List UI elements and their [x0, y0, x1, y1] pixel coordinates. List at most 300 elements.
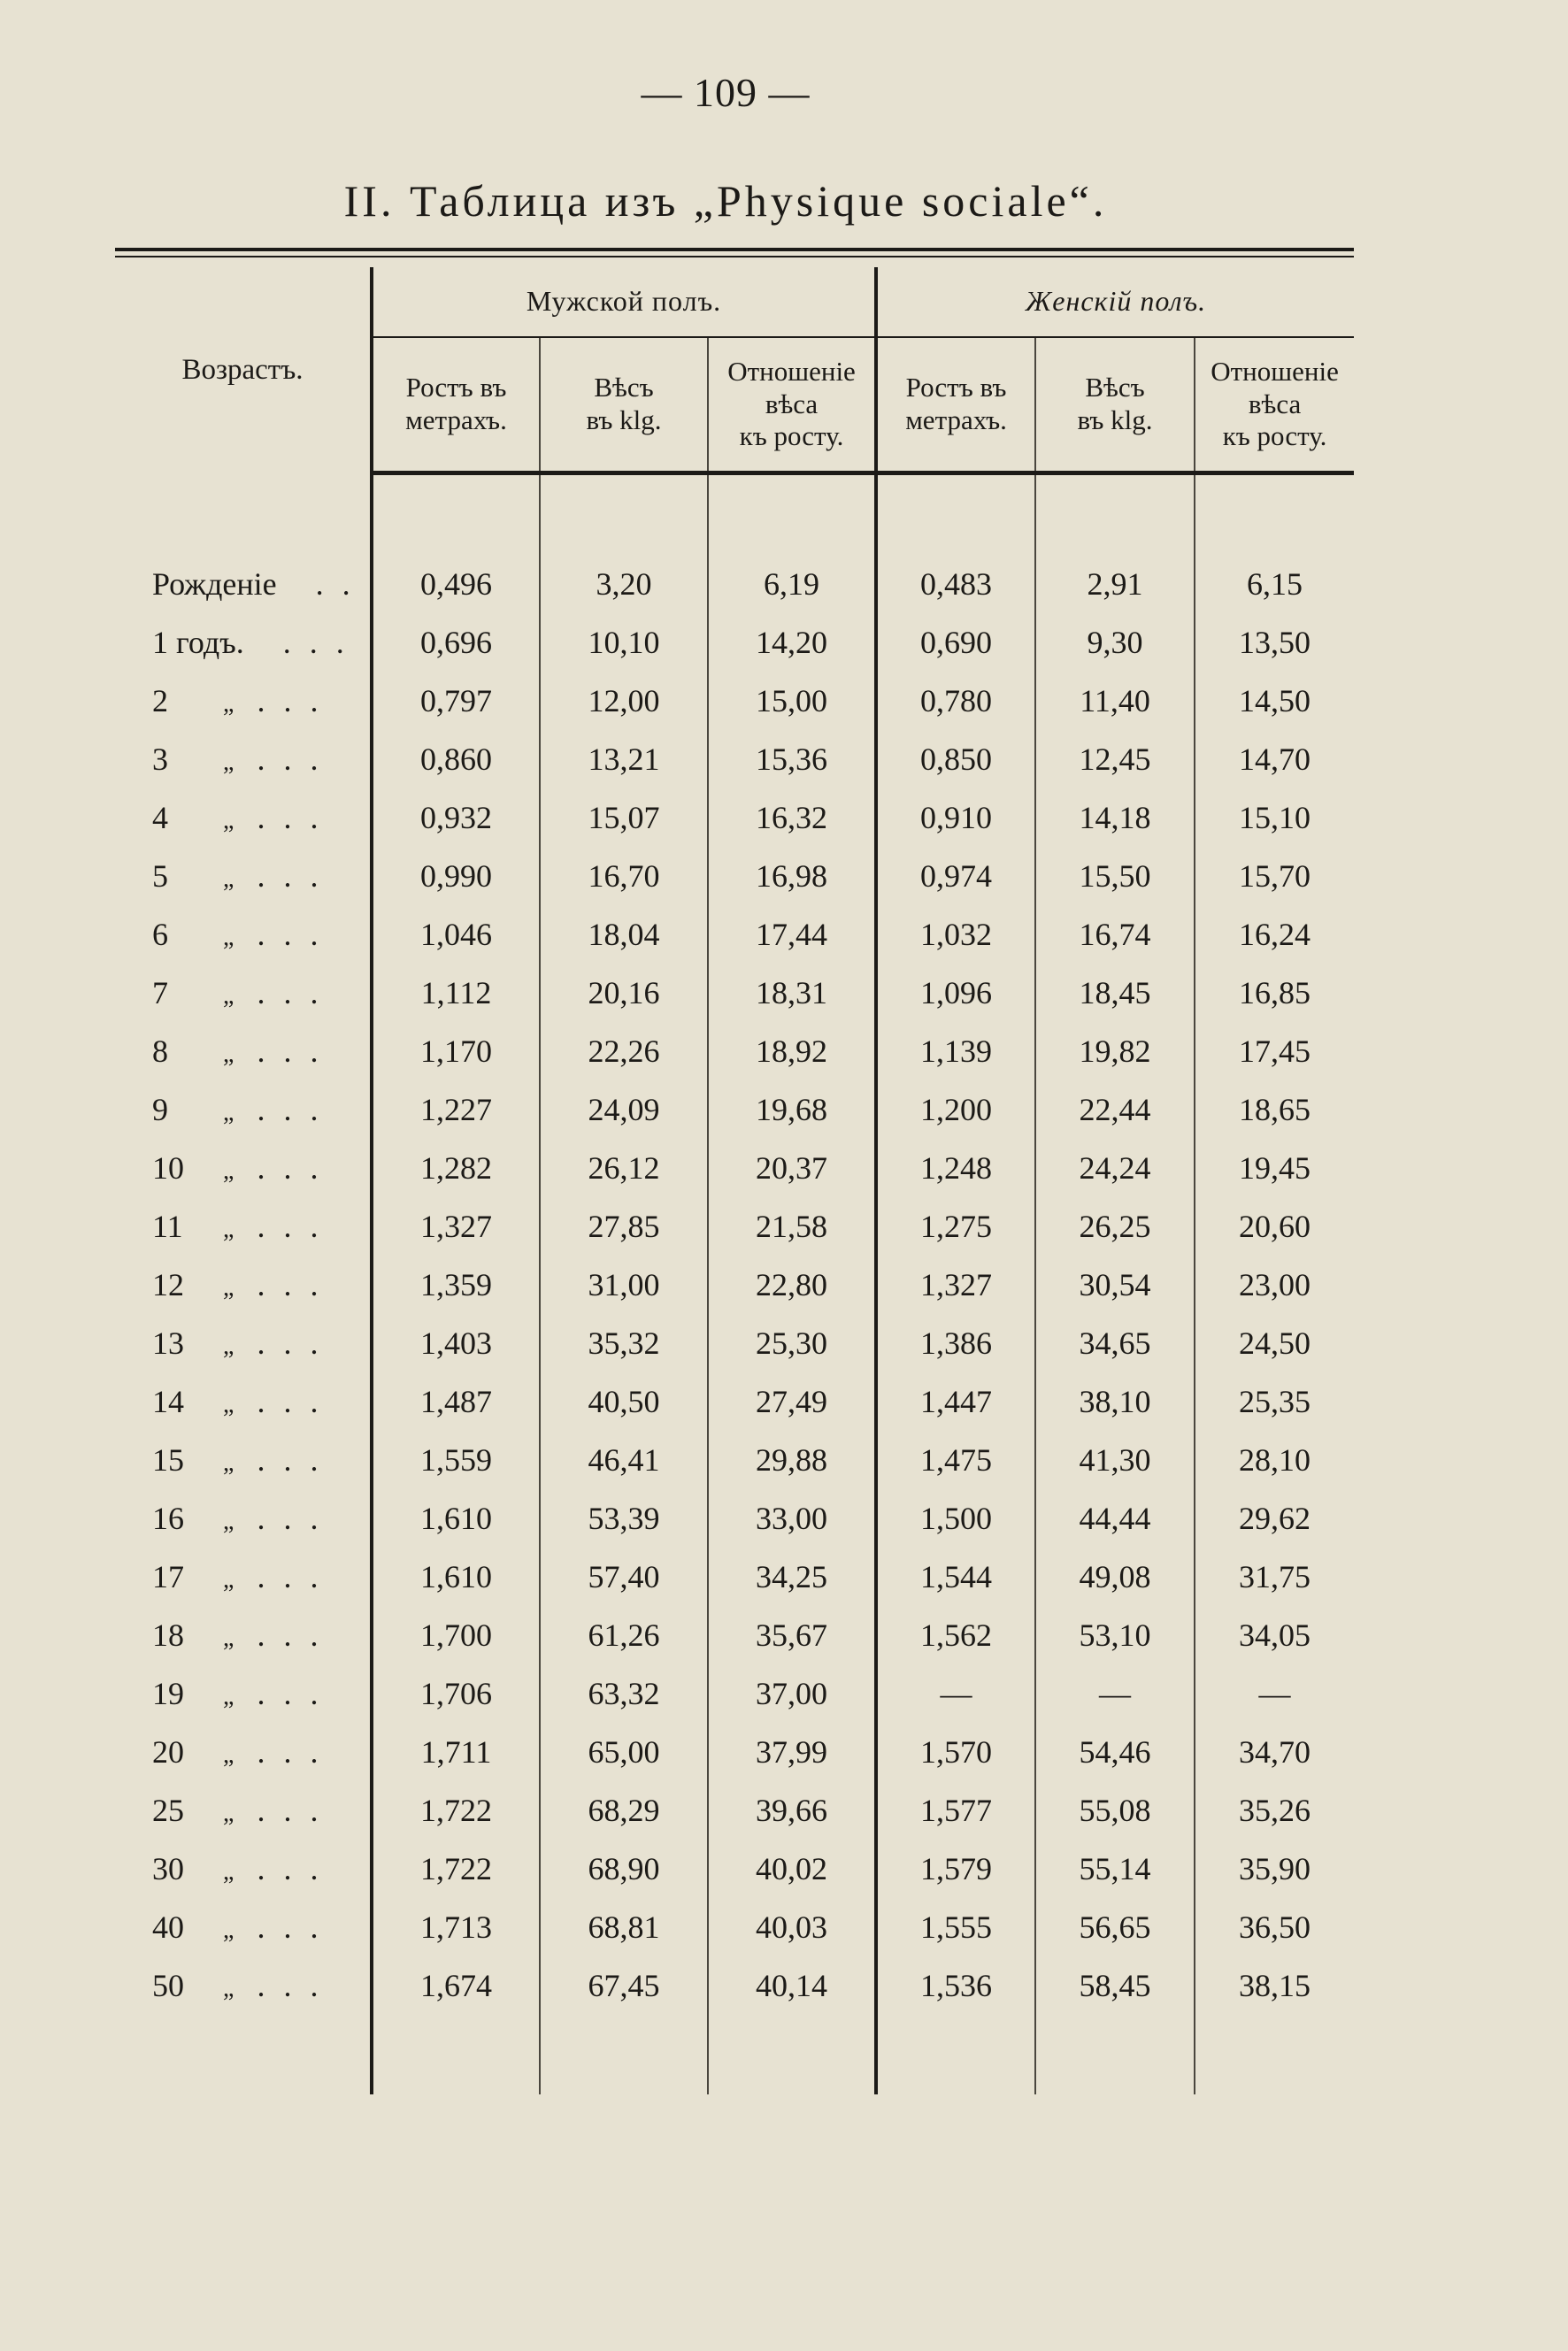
- male-ratio-cell: 16,98: [708, 847, 876, 905]
- age-label: 30: [152, 1851, 184, 1886]
- male-ratio-cell: 17,44: [708, 905, 876, 964]
- ditto-mark: „: [223, 1741, 234, 1769]
- age-cell: [115, 905, 372, 964]
- age-cell: [115, 788, 372, 847]
- age-label: 7: [152, 975, 168, 1010]
- male-weight-cell: 20,16: [540, 964, 708, 1022]
- age-label: 13: [152, 1325, 184, 1361]
- leader-dots: . . .: [257, 1209, 324, 1244]
- female-weight-cell: 54,46: [1035, 1723, 1195, 1781]
- female-height-cell: 1,500: [876, 1489, 1035, 1548]
- male-height-cell: 1,610: [372, 1489, 540, 1548]
- leader-dots: . . .: [257, 1793, 324, 1828]
- female-height-cell: 1,544: [876, 1548, 1035, 1606]
- age-label: 17: [152, 1559, 184, 1594]
- female-weight-cell: 16,74: [1035, 905, 1195, 964]
- male-height-cell: 0,696: [372, 613, 540, 672]
- female-ratio-cell: 29,62: [1195, 1489, 1354, 1548]
- table-row: [115, 1898, 1354, 1956]
- header-line: въ klg.: [1077, 404, 1153, 435]
- leader-dots: . . .: [257, 1384, 324, 1419]
- female-ratio-cell: 28,10: [1195, 1431, 1354, 1489]
- female-weight-header: [1035, 337, 1195, 473]
- table-row: [115, 1548, 1354, 1606]
- age-cell: [115, 847, 372, 905]
- page-number: — 109 —: [641, 70, 811, 115]
- age-label: 10: [152, 1150, 184, 1186]
- table-row: [115, 1606, 1354, 1664]
- table-row: [115, 964, 1354, 1022]
- female-weight-cell: 55,14: [1035, 1840, 1195, 1898]
- female-height-cell: 1,447: [876, 1372, 1035, 1431]
- male-weight-cell: 22,26: [540, 1022, 708, 1080]
- male-weight-cell: 68,90: [540, 1840, 708, 1898]
- male-weight-cell: 27,85: [540, 1197, 708, 1256]
- spacer-cell: [708, 473, 876, 556]
- male-ratio-cell: 22,80: [708, 1256, 876, 1314]
- age-label: 14: [152, 1384, 184, 1419]
- male-ratio-cell: 37,00: [708, 1664, 876, 1723]
- leader-dots: . . .: [257, 1325, 324, 1361]
- ditto-mark: „: [223, 982, 234, 1010]
- age-label: 3: [152, 741, 168, 777]
- male-weight-cell: 65,00: [540, 1723, 708, 1781]
- female-height-cell: 0,483: [876, 555, 1035, 613]
- female-height-cell: —: [876, 1664, 1035, 1723]
- table-row: [115, 1080, 1354, 1139]
- table-row: [115, 788, 1354, 847]
- age-cell: [115, 1956, 372, 2015]
- table-body: [115, 473, 1354, 2095]
- female-height-cell: 1,577: [876, 1781, 1035, 1840]
- ditto-mark: „: [223, 749, 234, 776]
- age-cell: [115, 1548, 372, 1606]
- male-height-cell: 1,559: [372, 1431, 540, 1489]
- female-weight-cell: 41,30: [1035, 1431, 1195, 1489]
- ditto-mark: „: [223, 1683, 234, 1710]
- female-ratio-cell: 36,50: [1195, 1898, 1354, 1956]
- female-height-cell: 0,850: [876, 730, 1035, 788]
- male-ratio-cell: 20,37: [708, 1139, 876, 1197]
- male-ratio-cell: 16,32: [708, 788, 876, 847]
- spacer-cell: [372, 2015, 540, 2094]
- age-cell: [115, 1898, 372, 1956]
- male-ratio-cell: 33,00: [708, 1489, 876, 1548]
- female-weight-cell: 12,45: [1035, 730, 1195, 788]
- header-line: къ росту.: [1222, 420, 1327, 452]
- male-weight-cell: 13,21: [540, 730, 708, 788]
- male-weight-cell: 61,26: [540, 1606, 708, 1664]
- age-cell: [115, 1489, 372, 1548]
- female-group-header: Женскій полъ.: [876, 267, 1354, 337]
- ditto-mark: „: [223, 1508, 234, 1535]
- female-weight-cell: 49,08: [1035, 1548, 1195, 1606]
- age-label: 6: [152, 917, 168, 952]
- ditto-mark: „: [223, 1216, 234, 1243]
- age-cell: [115, 1256, 372, 1314]
- male-ratio-cell: 35,67: [708, 1606, 876, 1664]
- table-row: [115, 1840, 1354, 1898]
- male-weight-cell: 46,41: [540, 1431, 708, 1489]
- female-weight-cell: 9,30: [1035, 613, 1195, 672]
- female-ratio-cell: —: [1195, 1664, 1354, 1723]
- male-weight-cell: 67,45: [540, 1956, 708, 2015]
- spacer-row: [115, 473, 1354, 556]
- table-row: [115, 1723, 1354, 1781]
- top-rule-thick: [115, 248, 1354, 251]
- header-line: Вѣсъ: [594, 372, 654, 403]
- female-weight-cell: 30,54: [1035, 1256, 1195, 1314]
- spacer-cell: [1195, 473, 1354, 556]
- female-weight-cell: 55,08: [1035, 1781, 1195, 1840]
- table-row: [115, 1197, 1354, 1256]
- ditto-mark: „: [223, 1800, 234, 1827]
- ditto-mark: „: [223, 1274, 234, 1302]
- female-ratio-cell: 35,26: [1195, 1781, 1354, 1840]
- female-ratio-header: [1195, 337, 1354, 473]
- header-line: Вѣсъ: [1085, 372, 1145, 403]
- female-height-cell: 1,570: [876, 1723, 1035, 1781]
- header-line: къ росту.: [739, 420, 844, 452]
- male-height-cell: 1,327: [372, 1197, 540, 1256]
- age-label: 2: [152, 683, 168, 718]
- leader-dots: . . .: [257, 1851, 324, 1886]
- male-height-cell: 1,722: [372, 1781, 540, 1840]
- spacer-row: [115, 2015, 1354, 2094]
- male-height-cell: 1,403: [372, 1314, 540, 1372]
- male-height-cell: 0,932: [372, 788, 540, 847]
- age-label: 18: [152, 1617, 184, 1653]
- female-ratio-cell: 6,15: [1195, 555, 1354, 613]
- table-row: [115, 1314, 1354, 1372]
- age-label: 15: [152, 1442, 184, 1478]
- male-ratio-cell: 40,02: [708, 1840, 876, 1898]
- female-height-cell: 1,032: [876, 905, 1035, 964]
- age-label: 9: [152, 1092, 168, 1127]
- spacer-cell: [1035, 2015, 1195, 2094]
- female-height-cell: 1,139: [876, 1022, 1035, 1080]
- female-ratio-cell: 14,70: [1195, 730, 1354, 788]
- table-row: [115, 1664, 1354, 1723]
- female-ratio-cell: 15,10: [1195, 788, 1354, 847]
- male-ratio-cell: 29,88: [708, 1431, 876, 1489]
- leader-dots: . . .: [282, 625, 350, 660]
- spacer-cell: [115, 2015, 372, 2094]
- male-weight-header: [540, 337, 708, 473]
- male-height-cell: 0,797: [372, 672, 540, 730]
- female-height-cell: 1,248: [876, 1139, 1035, 1197]
- age-label: 19: [152, 1676, 184, 1711]
- female-height-cell: 1,555: [876, 1898, 1035, 1956]
- age-label: 25: [152, 1793, 184, 1828]
- ditto-mark: „: [223, 1917, 234, 1944]
- female-height-cell: 0,910: [876, 788, 1035, 847]
- age-label: 5: [152, 858, 168, 894]
- header-line: въ klg.: [586, 404, 662, 435]
- male-weight-cell: 10,10: [540, 613, 708, 672]
- female-ratio-cell: 20,60: [1195, 1197, 1354, 1256]
- table-row: [115, 905, 1354, 964]
- male-weight-cell: 63,32: [540, 1664, 708, 1723]
- leader-dots: . . .: [257, 1734, 324, 1770]
- female-ratio-cell: 16,85: [1195, 964, 1354, 1022]
- female-weight-cell: 56,65: [1035, 1898, 1195, 1956]
- age-cell: [115, 672, 372, 730]
- leader-dots: . . .: [257, 1092, 324, 1127]
- table-row: [115, 555, 1354, 613]
- female-weight-cell: 2,91: [1035, 555, 1195, 613]
- leader-dots: . .: [315, 566, 356, 602]
- age-label: 11: [152, 1209, 183, 1244]
- leader-dots: . . .: [257, 1559, 324, 1594]
- leader-dots: . . .: [257, 1617, 324, 1653]
- male-height-cell: 1,227: [372, 1080, 540, 1139]
- leader-dots: . . .: [257, 1676, 324, 1711]
- male-weight-cell: 35,32: [540, 1314, 708, 1372]
- female-height-cell: 1,386: [876, 1314, 1035, 1372]
- ditto-mark: „: [223, 1157, 234, 1185]
- female-height-cell: 1,275: [876, 1197, 1035, 1256]
- female-height-header: [876, 337, 1035, 473]
- spacer-cell: [540, 473, 708, 556]
- female-ratio-cell: 17,45: [1195, 1022, 1354, 1080]
- male-height-cell: 1,282: [372, 1139, 540, 1197]
- female-ratio-cell: 35,90: [1195, 1840, 1354, 1898]
- male-height-cell: 1,487: [372, 1372, 540, 1431]
- female-weight-cell: 22,44: [1035, 1080, 1195, 1139]
- ditto-mark: „: [223, 1041, 234, 1068]
- female-ratio-cell: 23,00: [1195, 1256, 1354, 1314]
- leader-dots: . . .: [257, 1150, 324, 1186]
- male-height-cell: 1,610: [372, 1548, 540, 1606]
- leader-dots: . . .: [257, 1501, 324, 1536]
- male-ratio-cell: 18,92: [708, 1022, 876, 1080]
- table-row: [115, 1956, 1354, 2015]
- age-cell: [115, 555, 372, 613]
- male-ratio-cell: 6,19: [708, 555, 876, 613]
- female-height-cell: 1,536: [876, 1956, 1035, 2015]
- leader-dots: . . .: [257, 1909, 324, 1945]
- ditto-mark: „: [223, 924, 234, 951]
- male-weight-cell: 68,81: [540, 1898, 708, 1956]
- male-ratio-cell: 18,31: [708, 964, 876, 1022]
- spacer-cell: [372, 473, 540, 556]
- male-weight-cell: 24,09: [540, 1080, 708, 1139]
- table-row: [115, 1489, 1354, 1548]
- female-ratio-cell: 18,65: [1195, 1080, 1354, 1139]
- age-cell: [115, 1314, 372, 1372]
- data-table: [115, 267, 1354, 2094]
- male-height-cell: 1,722: [372, 1840, 540, 1898]
- female-ratio-cell: 19,45: [1195, 1139, 1354, 1197]
- table-row: [115, 1431, 1354, 1489]
- female-height-cell: 0,974: [876, 847, 1035, 905]
- male-height-cell: 1,170: [372, 1022, 540, 1080]
- leader-dots: . . .: [257, 975, 324, 1010]
- table-row: [115, 1372, 1354, 1431]
- spacer-cell: [1195, 2015, 1354, 2094]
- male-ratio-cell: 39,66: [708, 1781, 876, 1840]
- spacer-cell: [1035, 473, 1195, 556]
- age-cell: [115, 730, 372, 788]
- table-row: [115, 672, 1354, 730]
- ditto-mark: „: [223, 1566, 234, 1594]
- male-ratio-cell: 37,99: [708, 1723, 876, 1781]
- age-cell: [115, 1022, 372, 1080]
- spacer-cell: [876, 473, 1035, 556]
- female-weight-cell: 44,44: [1035, 1489, 1195, 1548]
- header-line: Ростъ въ: [405, 372, 507, 403]
- ditto-mark: „: [223, 1099, 234, 1126]
- male-weight-cell: 57,40: [540, 1548, 708, 1606]
- female-height-cell: 1,562: [876, 1606, 1035, 1664]
- female-weight-cell: 15,50: [1035, 847, 1195, 905]
- spacer-cell: [708, 2015, 876, 2094]
- male-weight-cell: 12,00: [540, 672, 708, 730]
- age-cell: [115, 1431, 372, 1489]
- female-weight-cell: 11,40: [1035, 672, 1195, 730]
- leader-dots: . . .: [257, 800, 324, 835]
- age-label: 20: [152, 1734, 184, 1770]
- male-weight-cell: 16,70: [540, 847, 708, 905]
- female-weight-cell: 14,18: [1035, 788, 1195, 847]
- age-label: 12: [152, 1267, 184, 1302]
- male-ratio-cell: 14,20: [708, 613, 876, 672]
- female-ratio-cell: 24,50: [1195, 1314, 1354, 1372]
- leader-dots: . . .: [257, 858, 324, 894]
- female-weight-cell: 26,25: [1035, 1197, 1195, 1256]
- age-cell: [115, 1139, 372, 1197]
- male-height-cell: 0,496: [372, 555, 540, 613]
- male-ratio-cell: 27,49: [708, 1372, 876, 1431]
- female-ratio-cell: 34,70: [1195, 1723, 1354, 1781]
- spacer-cell: [540, 2015, 708, 2094]
- age-column-header: Возрастъ.: [181, 353, 304, 386]
- table-row: [115, 1139, 1354, 1197]
- male-group-header: Мужской полъ.: [372, 267, 876, 337]
- age-cell: [115, 1840, 372, 1898]
- age-cell: [115, 1664, 372, 1723]
- age-label: 1 годъ.: [152, 625, 244, 660]
- female-height-cell: 0,780: [876, 672, 1035, 730]
- male-weight-cell: 18,04: [540, 905, 708, 964]
- female-height-cell: 1,475: [876, 1431, 1035, 1489]
- page-title: II. Таблица изъ „Physique sociale“.: [343, 176, 1108, 226]
- top-rule-thin: [115, 256, 1354, 257]
- ditto-mark: „: [223, 865, 234, 893]
- leader-dots: . . .: [257, 683, 324, 718]
- female-weight-cell: 18,45: [1035, 964, 1195, 1022]
- male-ratio-cell: 25,30: [708, 1314, 876, 1372]
- header-line: вѣса: [1248, 388, 1302, 419]
- male-ratio-cell: 19,68: [708, 1080, 876, 1139]
- male-height-cell: 1,112: [372, 964, 540, 1022]
- male-height-header: [372, 337, 540, 473]
- leader-dots: . . .: [257, 1267, 324, 1302]
- male-ratio-cell: 21,58: [708, 1197, 876, 1256]
- male-height-cell: 0,990: [372, 847, 540, 905]
- female-weight-cell: —: [1035, 1664, 1195, 1723]
- ditto-mark: „: [223, 1975, 234, 2002]
- header-line: метрахъ.: [905, 404, 1007, 435]
- female-ratio-cell: 31,75: [1195, 1548, 1354, 1606]
- table-row: [115, 1022, 1354, 1080]
- age-cell: [115, 1197, 372, 1256]
- male-weight-cell: 15,07: [540, 788, 708, 847]
- age-cell: [115, 1606, 372, 1664]
- age-cell: [115, 613, 372, 672]
- age-cell: [115, 1781, 372, 1840]
- age-cell: [115, 1723, 372, 1781]
- ditto-mark: „: [223, 1449, 234, 1477]
- header-line: Отношеніе: [727, 356, 856, 388]
- leader-dots: . . .: [257, 1442, 324, 1478]
- male-ratio-cell: 34,25: [708, 1548, 876, 1606]
- male-height-cell: 1,046: [372, 905, 540, 964]
- male-height-cell: 0,860: [372, 730, 540, 788]
- age-cell: [115, 964, 372, 1022]
- age-label: Рожденіе: [152, 566, 277, 602]
- male-ratio-cell: 40,03: [708, 1898, 876, 1956]
- header-line: метрахъ.: [405, 404, 507, 435]
- female-ratio-cell: 38,15: [1195, 1956, 1354, 2015]
- spacer-cell: [876, 2015, 1035, 2094]
- male-height-cell: 1,674: [372, 1956, 540, 2015]
- male-ratio-cell: 15,00: [708, 672, 876, 730]
- age-label: 8: [152, 1033, 168, 1069]
- table-row: [115, 847, 1354, 905]
- male-ratio-cell: 15,36: [708, 730, 876, 788]
- ditto-mark: „: [223, 1858, 234, 1886]
- table-row: [115, 613, 1354, 672]
- female-height-cell: 1,096: [876, 964, 1035, 1022]
- female-ratio-cell: 25,35: [1195, 1372, 1354, 1431]
- header-line: Ростъ въ: [905, 372, 1007, 403]
- female-weight-cell: 19,82: [1035, 1022, 1195, 1080]
- age-label: 40: [152, 1909, 184, 1945]
- age-label: 4: [152, 800, 168, 835]
- header-line: вѣса: [765, 388, 819, 419]
- ditto-mark: „: [223, 807, 234, 834]
- female-ratio-cell: 16,24: [1195, 905, 1354, 964]
- male-weight-cell: 40,50: [540, 1372, 708, 1431]
- female-weight-cell: 58,45: [1035, 1956, 1195, 2015]
- male-weight-cell: 68,29: [540, 1781, 708, 1840]
- male-height-cell: 1,713: [372, 1898, 540, 1956]
- male-height-cell: 1,706: [372, 1664, 540, 1723]
- female-height-cell: 0,690: [876, 613, 1035, 672]
- male-weight-cell: 53,39: [540, 1489, 708, 1548]
- ditto-mark: „: [223, 1625, 234, 1652]
- leader-dots: . . .: [257, 741, 324, 777]
- female-height-cell: 1,200: [876, 1080, 1035, 1139]
- female-ratio-cell: 14,50: [1195, 672, 1354, 730]
- female-weight-cell: 38,10: [1035, 1372, 1195, 1431]
- female-weight-cell: 24,24: [1035, 1139, 1195, 1197]
- age-cell: [115, 1372, 372, 1431]
- male-height-cell: 1,711: [372, 1723, 540, 1781]
- female-ratio-cell: 15,70: [1195, 847, 1354, 905]
- female-weight-cell: 34,65: [1035, 1314, 1195, 1372]
- table-row: [115, 1256, 1354, 1314]
- male-ratio-header: [708, 337, 876, 473]
- female-weight-cell: 53,10: [1035, 1606, 1195, 1664]
- age-label: 50: [152, 1968, 184, 2003]
- male-ratio-cell: 40,14: [708, 1956, 876, 2015]
- male-weight-cell: 31,00: [540, 1256, 708, 1314]
- male-height-cell: 1,700: [372, 1606, 540, 1664]
- female-height-cell: 1,327: [876, 1256, 1035, 1314]
